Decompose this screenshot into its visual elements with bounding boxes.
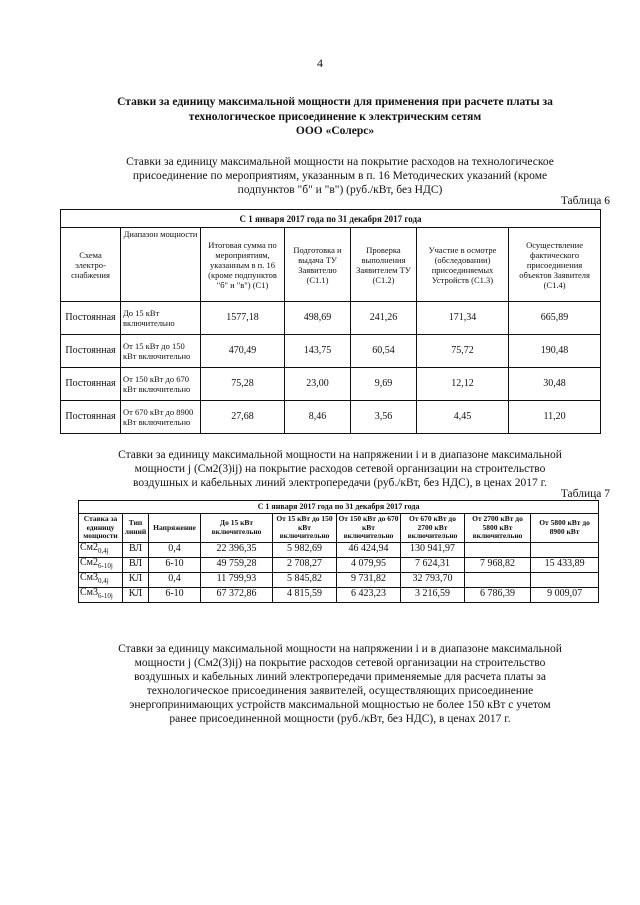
scheme-cell: Постоянная	[61, 368, 121, 401]
value-cell: 241,26	[351, 302, 417, 335]
value-cell: 171,34	[417, 302, 509, 335]
value-cell: 11 799,93	[201, 572, 273, 587]
table-row	[79, 587, 599, 602]
range-cell: От 150 кВт до 670 кВт включительно	[121, 368, 201, 401]
table6-label: Таблица 6	[560, 195, 610, 207]
column-header: До 15 кВт включительно	[201, 514, 273, 543]
voltage-cell: 0,4	[149, 572, 201, 587]
value-cell: 6 423,23	[337, 587, 401, 602]
page-number: 4	[317, 56, 323, 70]
table-7	[78, 500, 599, 603]
value-cell: 2 708,27	[273, 557, 337, 572]
column-header: От 150 кВт до 670 кВт включительно	[338, 514, 399, 540]
table6-intro	[70, 155, 610, 197]
column-header: Напряжение	[149, 514, 201, 543]
intro-line: Ставки за единицу максимальной мощности на напряжении i и в диапазоне максимальной	[118, 643, 562, 655]
range-cell: От 670 кВт до 8900 кВт включительно	[121, 401, 201, 434]
heading-company: ООО «Солерс»	[295, 125, 375, 137]
value-cell: 4 815,59	[273, 587, 337, 602]
table-row	[61, 302, 601, 335]
value-cell: 49 759,28	[201, 557, 273, 572]
table-row	[79, 542, 599, 557]
table-row	[79, 557, 599, 572]
rate-code-cell	[79, 542, 123, 557]
value-cell: 498,69	[285, 302, 351, 335]
value-cell: 22 396,35	[201, 542, 273, 557]
value-cell: 665,89	[509, 302, 601, 335]
value-cell: 4,45	[417, 401, 509, 434]
intro-line: ранее присоединенной мощности (руб./кВт, без НДС), в ценах 2017 г.	[169, 713, 511, 725]
table-row	[61, 335, 601, 368]
value-cell: 8,46	[285, 401, 351, 434]
value-cell: 470,49	[201, 335, 285, 368]
line-type-cell: ВЛ	[123, 557, 149, 572]
value-cell: 190,48	[509, 335, 601, 368]
voltage-cell: 6-10	[149, 557, 201, 572]
intro-line: Ставки за единицу максимальной мощности на покрытие расходов на технологическое	[126, 156, 554, 168]
value-cell: 15 433,89	[531, 557, 599, 572]
range-cell: От 15 кВт до 150 кВт включительно	[121, 335, 201, 368]
column-header: От 5800 кВт до 8900 кВт	[531, 514, 599, 543]
intro-line: мощности j (Cм2(3)ij) на покрытие расходов сетевой организации на строительство	[134, 463, 546, 475]
value-cell: 130 941,97	[401, 542, 465, 557]
intro-line: Ставки за единицу максимальной мощности на напряжении i и в диапазоне максимальной	[118, 449, 562, 461]
column-header: Диапазон мощности	[121, 228, 201, 302]
value-cell: 9 009,07	[531, 587, 599, 602]
rate-code-cell	[79, 557, 123, 572]
rate-subscript: 0,4j	[98, 576, 109, 585]
scheme-cell: Постоянная	[61, 401, 121, 434]
value-cell: 5 982,69	[273, 542, 337, 557]
value-cell: 3,56	[351, 401, 417, 434]
rate-code: Cм2	[80, 557, 98, 568]
value-cell: 6 786,39	[465, 587, 531, 602]
rate-subscript: 6-10j	[98, 591, 113, 600]
value-cell: 32 793,70	[401, 572, 465, 587]
column-header: Осуществление фактического присоединения объектов Заявителя (С1.4)	[509, 228, 601, 302]
value-cell: 75,72	[417, 335, 509, 368]
column-header: Участие в осмотре (обследовании) присоединяемых Устройств (С1.3)	[417, 228, 509, 302]
rate-subscript: 0,4j	[98, 546, 109, 555]
table-caption: С 1 января 2017 года по 31 декабря 2017 года	[79, 501, 599, 514]
column-header: От 2700 кВт до 5800 кВт включительно	[465, 514, 531, 543]
column-header: Тип линий	[123, 514, 149, 543]
value-cell: 1577,18	[201, 302, 285, 335]
value-cell: 23,00	[285, 368, 351, 401]
rate-code-cell	[79, 587, 123, 602]
heading-line: Ставки за единицу максимальной мощности для применения при расчете платы за	[117, 96, 553, 108]
value-cell: 9,69	[351, 368, 417, 401]
column-header: Итоговая сумма по мероприятиям, указанным в п. 16 (кроме подпунктов "б" и "в") (С1)	[201, 228, 285, 302]
range-cell: До 15 кВт включительно	[121, 302, 201, 335]
table-row	[61, 368, 601, 401]
column-header: Проверка выполнения Заявителем ТУ (С1.2)	[351, 228, 417, 302]
scheme-cell: Постоянная	[61, 335, 121, 368]
value-cell: 46 424,94	[337, 542, 401, 557]
table-row	[61, 401, 601, 434]
table-caption: С 1 января 2017 года по 31 декабря 2017 года	[61, 210, 601, 228]
intro-line: присоединение по мероприятиям, указанным в п. 16 Методических указаний (кроме	[132, 170, 548, 182]
value-cell: 67 372,86	[201, 587, 273, 602]
value-cell: 27,68	[201, 401, 285, 434]
value-cell: 75,28	[201, 368, 285, 401]
document-heading	[90, 95, 580, 139]
value-cell: 5 845,82	[273, 572, 337, 587]
line-type-cell: КЛ	[123, 587, 149, 602]
value-cell	[465, 572, 531, 587]
rate-code: Cм2	[80, 542, 98, 553]
value-cell: 7 968,82	[465, 557, 531, 572]
rate-subscript: 6-10j	[98, 561, 113, 570]
scheme-cell: Постоянная	[61, 302, 121, 335]
intro-line: технологическое присоединения заявителей, осуществляющих присоединение	[146, 685, 534, 697]
intro-line: энергопринимающих устройств максимальной мощностью не более 150 кВт с учетом	[129, 699, 551, 711]
voltage-cell: 6-10	[149, 587, 201, 602]
value-cell: 9 731,82	[337, 572, 401, 587]
value-cell	[531, 542, 599, 557]
value-cell: 3 216,59	[401, 587, 465, 602]
value-cell: 60,54	[351, 335, 417, 368]
intro-line: воздушных и кабельных линий электропередачи (руб./кВт, без НДС), в ценах 2017 г.	[133, 477, 547, 489]
line-type-cell: ВЛ	[123, 542, 149, 557]
intro-line: мощности j (Cм2(3)ij) на покрытие расходов сетевой организации на строительство	[134, 657, 546, 669]
value-cell: 12,12	[417, 368, 509, 401]
table7-label: Таблица 7	[560, 488, 610, 500]
table8-intro	[70, 642, 610, 726]
rate-code-cell	[79, 572, 123, 587]
heading-line: технологическое присоединение к электрическим сетям	[188, 110, 482, 123]
column-header: От 670 кВт до 2700 кВт включительно	[401, 514, 465, 543]
column-header: Схема электро-снабжения	[61, 228, 121, 302]
voltage-cell: 0,4	[149, 542, 201, 557]
value-cell: 11,20	[509, 401, 601, 434]
column-header: Ставка за единицу мощности	[79, 514, 123, 543]
table-row	[79, 572, 599, 587]
column-header: От 15 кВт до 150 кВт включительно	[273, 514, 337, 543]
intro-line: воздушных и кабельных линий электропередачи применяемые для расчета платы за	[134, 671, 546, 683]
rate-code: Cм3	[80, 572, 98, 583]
table-6	[60, 209, 601, 434]
value-cell	[465, 542, 531, 557]
table7-intro	[70, 448, 610, 490]
line-type-cell: КЛ	[123, 572, 149, 587]
intro-line: подпунктов "б" и "в") (руб./кВт, без НДС)	[237, 184, 443, 196]
value-cell: 30,48	[509, 368, 601, 401]
rate-code: Cм3	[80, 587, 98, 598]
column-header: Подготовка и выдача ТУ Заявителю (С1.1)	[285, 228, 351, 302]
value-cell: 4 079,95	[337, 557, 401, 572]
value-cell	[531, 572, 599, 587]
value-cell: 7 624,31	[401, 557, 465, 572]
value-cell: 143,75	[285, 335, 351, 368]
